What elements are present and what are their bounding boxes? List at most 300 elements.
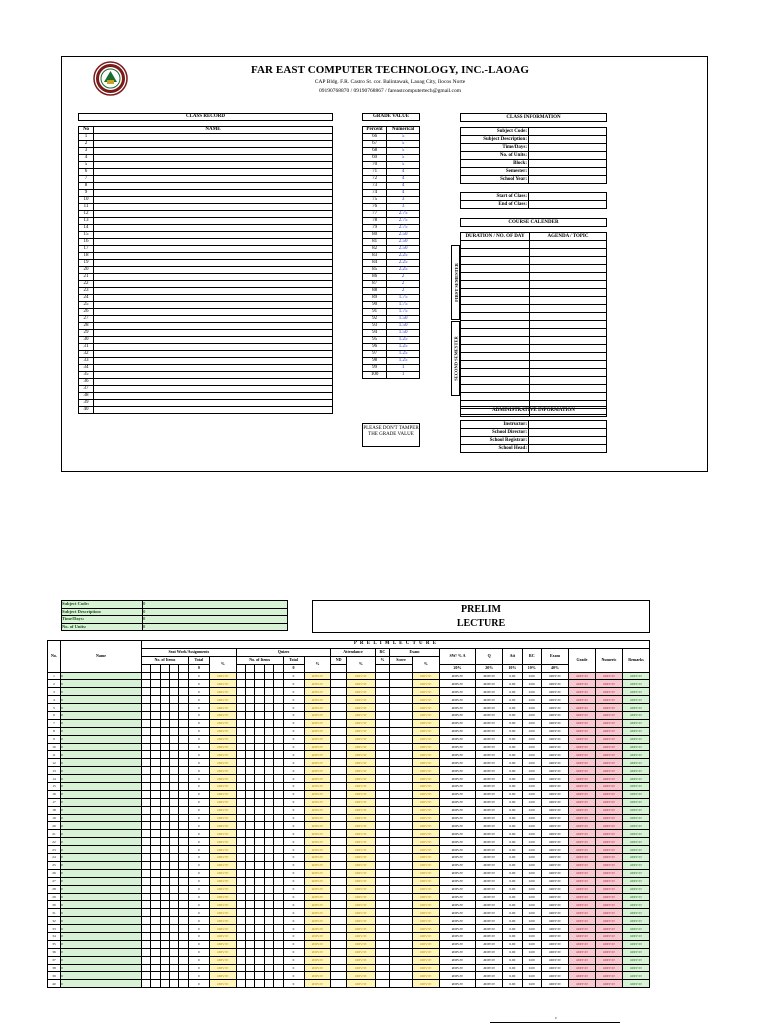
quiz-item-cell[interactable] — [236, 767, 245, 775]
sw-item-cell[interactable] — [142, 861, 151, 869]
sw-item-cell[interactable] — [151, 885, 160, 893]
quiz-item-cell[interactable] — [255, 822, 264, 830]
sw-item-cell[interactable] — [160, 846, 169, 854]
exam-score-cell[interactable] — [390, 956, 413, 964]
rc-pct-cell[interactable] — [375, 719, 390, 727]
quiz-item-cell[interactable] — [274, 964, 283, 972]
sw-item-cell[interactable] — [151, 948, 160, 956]
sw-item-cell[interactable] — [142, 735, 151, 743]
quiz-item-cell[interactable] — [246, 743, 255, 751]
sw-item-cell[interactable] — [170, 790, 179, 798]
quiz-item-cell[interactable] — [264, 798, 273, 806]
sw-item-cell[interactable] — [142, 885, 151, 893]
quiz-item-cell[interactable] — [274, 751, 283, 759]
sw-item-cell[interactable] — [160, 704, 169, 712]
sw-item-cell[interactable] — [151, 775, 160, 783]
sw-item-cell[interactable] — [151, 956, 160, 964]
attendance-nd-cell[interactable] — [331, 838, 347, 846]
quiz-item-cell[interactable] — [264, 956, 273, 964]
quiz-item-cell[interactable] — [264, 688, 273, 696]
quiz-item-cell[interactable] — [255, 775, 264, 783]
agenda-cell[interactable] — [530, 369, 607, 377]
exam-score-cell[interactable] — [390, 712, 413, 720]
rc-pct-cell[interactable] — [375, 680, 390, 688]
exam-score-cell[interactable] — [390, 751, 413, 759]
quiz-item-cell[interactable] — [264, 909, 273, 917]
quiz-item-cell[interactable] — [274, 909, 283, 917]
quiz-item-cell[interactable] — [264, 735, 273, 743]
duration-cell[interactable] — [461, 289, 530, 297]
sw-item-cell[interactable] — [151, 767, 160, 775]
quiz-item-cell[interactable] — [264, 759, 273, 767]
attendance-nd-cell[interactable] — [331, 846, 347, 854]
quiz-item-cell[interactable] — [236, 719, 245, 727]
quiz-item-cell[interactable] — [274, 861, 283, 869]
quiz-item-cell[interactable] — [264, 964, 273, 972]
sw-item-cell[interactable] — [142, 948, 151, 956]
sw-item-cell[interactable] — [142, 925, 151, 933]
quiz-item-cell[interactable] — [246, 972, 255, 980]
sw-item-cell[interactable] — [179, 925, 188, 933]
exam-score-cell[interactable] — [390, 948, 413, 956]
sw-item-cell[interactable] — [142, 980, 151, 988]
sw-item-cell[interactable] — [179, 759, 188, 767]
quiz-item-cell[interactable] — [236, 751, 245, 759]
sw-item-cell[interactable] — [179, 940, 188, 948]
sw-item-cell[interactable] — [151, 704, 160, 712]
quiz-item-cell[interactable] — [236, 830, 245, 838]
sw-item-cell[interactable] — [151, 877, 160, 885]
sw-item-cell[interactable] — [179, 696, 188, 704]
sw-item-cell[interactable] — [151, 735, 160, 743]
agenda-cell[interactable] — [530, 281, 607, 289]
sw-item-cell[interactable] — [160, 925, 169, 933]
attendance-nd-cell[interactable] — [331, 869, 347, 877]
exam-score-cell[interactable] — [390, 719, 413, 727]
sw-item-cell[interactable] — [170, 727, 179, 735]
sw-item-cell[interactable] — [179, 838, 188, 846]
rc-pct-cell[interactable] — [375, 743, 390, 751]
student-name-cell[interactable] — [94, 316, 333, 323]
agenda-cell[interactable] — [530, 249, 607, 257]
sw-item-cell[interactable] — [142, 704, 151, 712]
quiz-item-cell[interactable] — [236, 948, 245, 956]
quiz-item-cell[interactable] — [246, 846, 255, 854]
sw-item-cell[interactable] — [170, 759, 179, 767]
sw-item-cell[interactable] — [142, 790, 151, 798]
quiz-item-cell[interactable] — [274, 759, 283, 767]
agenda-cell[interactable] — [530, 289, 607, 297]
field-value[interactable] — [529, 429, 607, 437]
quiz-item-cell[interactable] — [274, 948, 283, 956]
subject-field-value[interactable]: 0 — [143, 623, 288, 631]
exam-score-cell[interactable] — [390, 775, 413, 783]
attendance-nd-cell[interactable] — [331, 806, 347, 814]
sw-item-cell[interactable] — [179, 680, 188, 688]
quiz-item-cell[interactable] — [264, 838, 273, 846]
quiz-item-cell[interactable] — [264, 877, 273, 885]
duration-cell[interactable] — [461, 361, 530, 369]
sw-item-cell[interactable] — [170, 917, 179, 925]
sw-item-cell[interactable] — [142, 854, 151, 862]
student-name-cell[interactable] — [94, 288, 333, 295]
student-name-cell[interactable] — [94, 274, 333, 281]
quiz-item-cell[interactable] — [264, 925, 273, 933]
sw-item-cell[interactable] — [160, 972, 169, 980]
sw-item-cell[interactable] — [170, 861, 179, 869]
sw-item-cell[interactable] — [160, 767, 169, 775]
quiz-item-cell[interactable] — [246, 719, 255, 727]
sw-item-cell[interactable] — [151, 917, 160, 925]
quiz-item-cell[interactable] — [264, 696, 273, 704]
quiz-item-cell[interactable] — [246, 751, 255, 759]
quiz-item-cell[interactable] — [255, 680, 264, 688]
field-value[interactable] — [529, 168, 607, 176]
rc-pct-cell[interactable] — [375, 901, 390, 909]
sw-item-cell[interactable] — [160, 775, 169, 783]
quiz-item-cell[interactable] — [236, 854, 245, 862]
quiz-item-cell[interactable] — [236, 727, 245, 735]
agenda-cell[interactable] — [530, 321, 607, 329]
exam-score-cell[interactable] — [390, 704, 413, 712]
quiz-item-cell[interactable] — [264, 814, 273, 822]
sw-item-cell[interactable] — [170, 925, 179, 933]
quiz-item-cell[interactable] — [246, 727, 255, 735]
quiz-item-cell[interactable] — [236, 901, 245, 909]
sw-item-cell[interactable] — [151, 814, 160, 822]
sw-item-cell[interactable] — [179, 972, 188, 980]
rc-pct-cell[interactable] — [375, 838, 390, 846]
attendance-nd-cell[interactable] — [331, 672, 347, 680]
student-name-cell[interactable] — [94, 365, 333, 372]
quiz-item-cell[interactable] — [255, 877, 264, 885]
quiz-item-cell[interactable] — [236, 672, 245, 680]
exam-score-cell[interactable] — [390, 846, 413, 854]
student-name-cell[interactable] — [94, 295, 333, 302]
student-name-cell[interactable] — [94, 330, 333, 337]
quiz-item-cell[interactable] — [236, 783, 245, 791]
sw-item-cell[interactable] — [151, 972, 160, 980]
sw-item-cell[interactable] — [142, 680, 151, 688]
quiz-item-cell[interactable] — [274, 775, 283, 783]
sw-item-cell[interactable] — [142, 743, 151, 751]
attendance-nd-cell[interactable] — [331, 783, 347, 791]
field-value[interactable] — [529, 193, 607, 201]
quiz-item-cell[interactable] — [264, 790, 273, 798]
sw-item-cell[interactable] — [179, 822, 188, 830]
student-name-cell[interactable] — [94, 400, 333, 407]
sw-item-cell[interactable] — [151, 680, 160, 688]
quiz-item-cell[interactable] — [255, 932, 264, 940]
sw-item-cell[interactable] — [160, 917, 169, 925]
rc-pct-cell[interactable] — [375, 672, 390, 680]
student-name-cell[interactable] — [94, 260, 333, 267]
agenda-cell[interactable] — [530, 313, 607, 321]
quiz-item-cell[interactable] — [246, 790, 255, 798]
sw-item-cell[interactable] — [142, 751, 151, 759]
sw-item-cell[interactable] — [170, 956, 179, 964]
quiz-item-cell[interactable] — [255, 869, 264, 877]
exam-score-cell[interactable] — [390, 759, 413, 767]
sw-item-cell[interactable] — [179, 980, 188, 988]
quiz-item-cell[interactable] — [264, 822, 273, 830]
quiz-item-cell[interactable] — [274, 712, 283, 720]
exam-score-cell[interactable] — [390, 688, 413, 696]
student-name-cell[interactable] — [94, 386, 333, 393]
quiz-item-cell[interactable] — [255, 956, 264, 964]
attendance-nd-cell[interactable] — [331, 688, 347, 696]
quiz-item-cell[interactable] — [246, 783, 255, 791]
sw-item-cell[interactable] — [151, 940, 160, 948]
quiz-item-cell[interactable] — [274, 972, 283, 980]
attendance-nd-cell[interactable] — [331, 964, 347, 972]
student-name-cell[interactable] — [94, 141, 333, 148]
student-name-cell[interactable] — [94, 190, 333, 197]
quiz-item-cell[interactable] — [246, 822, 255, 830]
sw-item-cell[interactable] — [151, 688, 160, 696]
quiz-item-cell[interactable] — [274, 704, 283, 712]
exam-score-cell[interactable] — [390, 806, 413, 814]
quiz-item-cell[interactable] — [274, 901, 283, 909]
student-name-cell[interactable] — [94, 267, 333, 274]
duration-cell[interactable] — [461, 265, 530, 273]
sw-item-cell[interactable] — [179, 751, 188, 759]
field-value[interactable] — [529, 201, 607, 209]
quiz-item-cell[interactable] — [264, 846, 273, 854]
sw-item-cell[interactable] — [151, 759, 160, 767]
agenda-cell[interactable] — [530, 345, 607, 353]
exam-score-cell[interactable] — [390, 869, 413, 877]
sw-item-cell[interactable] — [142, 775, 151, 783]
quiz-item-cell[interactable] — [236, 759, 245, 767]
sw-item-cell[interactable] — [151, 783, 160, 791]
rc-pct-cell[interactable] — [375, 767, 390, 775]
quiz-item-cell[interactable] — [236, 909, 245, 917]
quiz-item-cell[interactable] — [274, 917, 283, 925]
quiz-item-cell[interactable] — [264, 680, 273, 688]
sw-item-cell[interactable] — [170, 854, 179, 862]
student-name-cell[interactable] — [94, 407, 333, 414]
rc-pct-cell[interactable] — [375, 727, 390, 735]
sw-item-cell[interactable] — [179, 854, 188, 862]
student-name-cell[interactable] — [94, 302, 333, 309]
sw-item-cell[interactable] — [142, 964, 151, 972]
quiz-item-cell[interactable] — [274, 830, 283, 838]
exam-score-cell[interactable] — [390, 861, 413, 869]
agenda-cell[interactable] — [530, 393, 607, 401]
quiz-item-cell[interactable] — [264, 972, 273, 980]
quiz-item-cell[interactable] — [236, 838, 245, 846]
quiz-item-cell[interactable] — [274, 672, 283, 680]
sw-item-cell[interactable] — [170, 814, 179, 822]
sw-item-cell[interactable] — [151, 964, 160, 972]
sw-item-cell[interactable] — [142, 877, 151, 885]
sw-item-cell[interactable] — [179, 885, 188, 893]
sw-item-cell[interactable] — [160, 838, 169, 846]
sw-item-cell[interactable] — [151, 861, 160, 869]
quiz-item-cell[interactable] — [274, 727, 283, 735]
student-name-cell[interactable] — [94, 393, 333, 400]
sw-item-cell[interactable] — [179, 743, 188, 751]
duration-cell[interactable] — [461, 249, 530, 257]
quiz-item-cell[interactable] — [264, 932, 273, 940]
sw-item-cell[interactable] — [179, 814, 188, 822]
attendance-nd-cell[interactable] — [331, 885, 347, 893]
sw-item-cell[interactable] — [151, 830, 160, 838]
exam-score-cell[interactable] — [390, 877, 413, 885]
student-name-cell[interactable] — [94, 232, 333, 239]
sw-item-cell[interactable] — [160, 688, 169, 696]
rc-pct-cell[interactable] — [375, 948, 390, 956]
sw-item-cell[interactable] — [151, 925, 160, 933]
sw-item-cell[interactable] — [170, 940, 179, 948]
student-name-cell[interactable] — [94, 169, 333, 176]
quiz-item-cell[interactable] — [274, 719, 283, 727]
exam-score-cell[interactable] — [390, 980, 413, 988]
quiz-item-cell[interactable] — [246, 932, 255, 940]
quiz-item-cell[interactable] — [255, 806, 264, 814]
sw-item-cell[interactable] — [160, 901, 169, 909]
quiz-item-cell[interactable] — [274, 885, 283, 893]
agenda-cell[interactable] — [530, 241, 607, 249]
quiz-item-cell[interactable] — [246, 806, 255, 814]
sw-item-cell[interactable] — [142, 830, 151, 838]
quiz-item-cell[interactable] — [264, 940, 273, 948]
field-value[interactable] — [529, 144, 607, 152]
quiz-item-cell[interactable] — [274, 814, 283, 822]
agenda-cell[interactable] — [530, 257, 607, 265]
quiz-item-cell[interactable] — [246, 680, 255, 688]
attendance-nd-cell[interactable] — [331, 830, 347, 838]
sw-item-cell[interactable] — [142, 783, 151, 791]
agenda-cell[interactable] — [530, 305, 607, 313]
field-value[interactable] — [529, 128, 607, 136]
student-name-cell[interactable] — [94, 239, 333, 246]
quiz-item-cell[interactable] — [255, 893, 264, 901]
sw-item-cell[interactable] — [142, 798, 151, 806]
duration-cell[interactable] — [461, 385, 530, 393]
quiz-item-cell[interactable] — [236, 704, 245, 712]
attendance-nd-cell[interactable] — [331, 972, 347, 980]
quiz-item-cell[interactable] — [246, 712, 255, 720]
agenda-cell[interactable] — [530, 265, 607, 273]
rc-pct-cell[interactable] — [375, 798, 390, 806]
duration-cell[interactable] — [461, 297, 530, 305]
sw-item-cell[interactable] — [151, 822, 160, 830]
agenda-cell[interactable] — [530, 273, 607, 281]
attendance-nd-cell[interactable] — [331, 775, 347, 783]
sw-item-cell[interactable] — [151, 854, 160, 862]
sw-item-cell[interactable] — [160, 980, 169, 988]
sw-item-cell[interactable] — [151, 798, 160, 806]
quiz-item-cell[interactable] — [246, 767, 255, 775]
quiz-item-cell[interactable] — [264, 869, 273, 877]
sw-item-cell[interactable] — [160, 869, 169, 877]
sw-item-cell[interactable] — [160, 830, 169, 838]
quiz-item-cell[interactable] — [246, 704, 255, 712]
exam-score-cell[interactable] — [390, 783, 413, 791]
sw-item-cell[interactable] — [170, 830, 179, 838]
quiz-item-cell[interactable] — [246, 830, 255, 838]
sw-item-cell[interactable] — [179, 790, 188, 798]
quiz-item-cell[interactable] — [236, 885, 245, 893]
exam-score-cell[interactable] — [390, 680, 413, 688]
student-name-cell[interactable] — [94, 176, 333, 183]
sw-item-cell[interactable] — [160, 893, 169, 901]
exam-score-cell[interactable] — [390, 909, 413, 917]
sw-item-cell[interactable] — [151, 696, 160, 704]
student-name-cell[interactable] — [94, 204, 333, 211]
sw-item-cell[interactable] — [179, 830, 188, 838]
sw-item-cell[interactable] — [170, 980, 179, 988]
attendance-nd-cell[interactable] — [331, 696, 347, 704]
quiz-item-cell[interactable] — [246, 798, 255, 806]
sw-item-cell[interactable] — [142, 917, 151, 925]
sw-item-cell[interactable] — [160, 759, 169, 767]
quiz-item-cell[interactable] — [274, 893, 283, 901]
sw-item-cell[interactable] — [142, 696, 151, 704]
quiz-item-cell[interactable] — [255, 925, 264, 933]
exam-score-cell[interactable] — [390, 696, 413, 704]
exam-score-cell[interactable] — [390, 727, 413, 735]
quiz-item-cell[interactable] — [236, 972, 245, 980]
exam-score-cell[interactable] — [390, 885, 413, 893]
sw-item-cell[interactable] — [170, 696, 179, 704]
sw-item-cell[interactable] — [151, 846, 160, 854]
rc-pct-cell[interactable] — [375, 735, 390, 743]
attendance-nd-cell[interactable] — [331, 822, 347, 830]
quiz-item-cell[interactable] — [255, 727, 264, 735]
rc-pct-cell[interactable] — [375, 751, 390, 759]
sw-item-cell[interactable] — [179, 672, 188, 680]
sw-item-cell[interactable] — [160, 932, 169, 940]
duration-cell[interactable] — [461, 313, 530, 321]
duration-cell[interactable] — [461, 321, 530, 329]
quiz-item-cell[interactable] — [274, 956, 283, 964]
quiz-item-cell[interactable] — [264, 783, 273, 791]
sw-item-cell[interactable] — [170, 869, 179, 877]
rc-pct-cell[interactable] — [375, 893, 390, 901]
student-name-cell[interactable] — [94, 211, 333, 218]
quiz-item-cell[interactable] — [255, 940, 264, 948]
quiz-item-cell[interactable] — [274, 790, 283, 798]
duration-cell[interactable] — [461, 369, 530, 377]
quiz-item-cell[interactable] — [274, 925, 283, 933]
quiz-item-cell[interactable] — [236, 861, 245, 869]
agenda-cell[interactable] — [530, 385, 607, 393]
quiz-item-cell[interactable] — [246, 980, 255, 988]
attendance-nd-cell[interactable] — [331, 767, 347, 775]
sw-item-cell[interactable] — [170, 767, 179, 775]
sw-item-cell[interactable] — [142, 901, 151, 909]
field-value[interactable] — [529, 421, 607, 429]
quiz-item-cell[interactable] — [274, 735, 283, 743]
field-value[interactable] — [529, 176, 607, 184]
field-value[interactable] — [529, 437, 607, 445]
student-name-cell[interactable] — [94, 281, 333, 288]
quiz-item-cell[interactable] — [246, 838, 255, 846]
sw-item-cell[interactable] — [142, 688, 151, 696]
field-value[interactable] — [529, 152, 607, 160]
sw-item-cell[interactable] — [160, 672, 169, 680]
sw-item-cell[interactable] — [160, 743, 169, 751]
attendance-nd-cell[interactable] — [331, 909, 347, 917]
quiz-item-cell[interactable] — [236, 869, 245, 877]
sw-item-cell[interactable] — [151, 790, 160, 798]
quiz-item-cell[interactable] — [274, 932, 283, 940]
sw-item-cell[interactable] — [179, 704, 188, 712]
quiz-item-cell[interactable] — [264, 980, 273, 988]
